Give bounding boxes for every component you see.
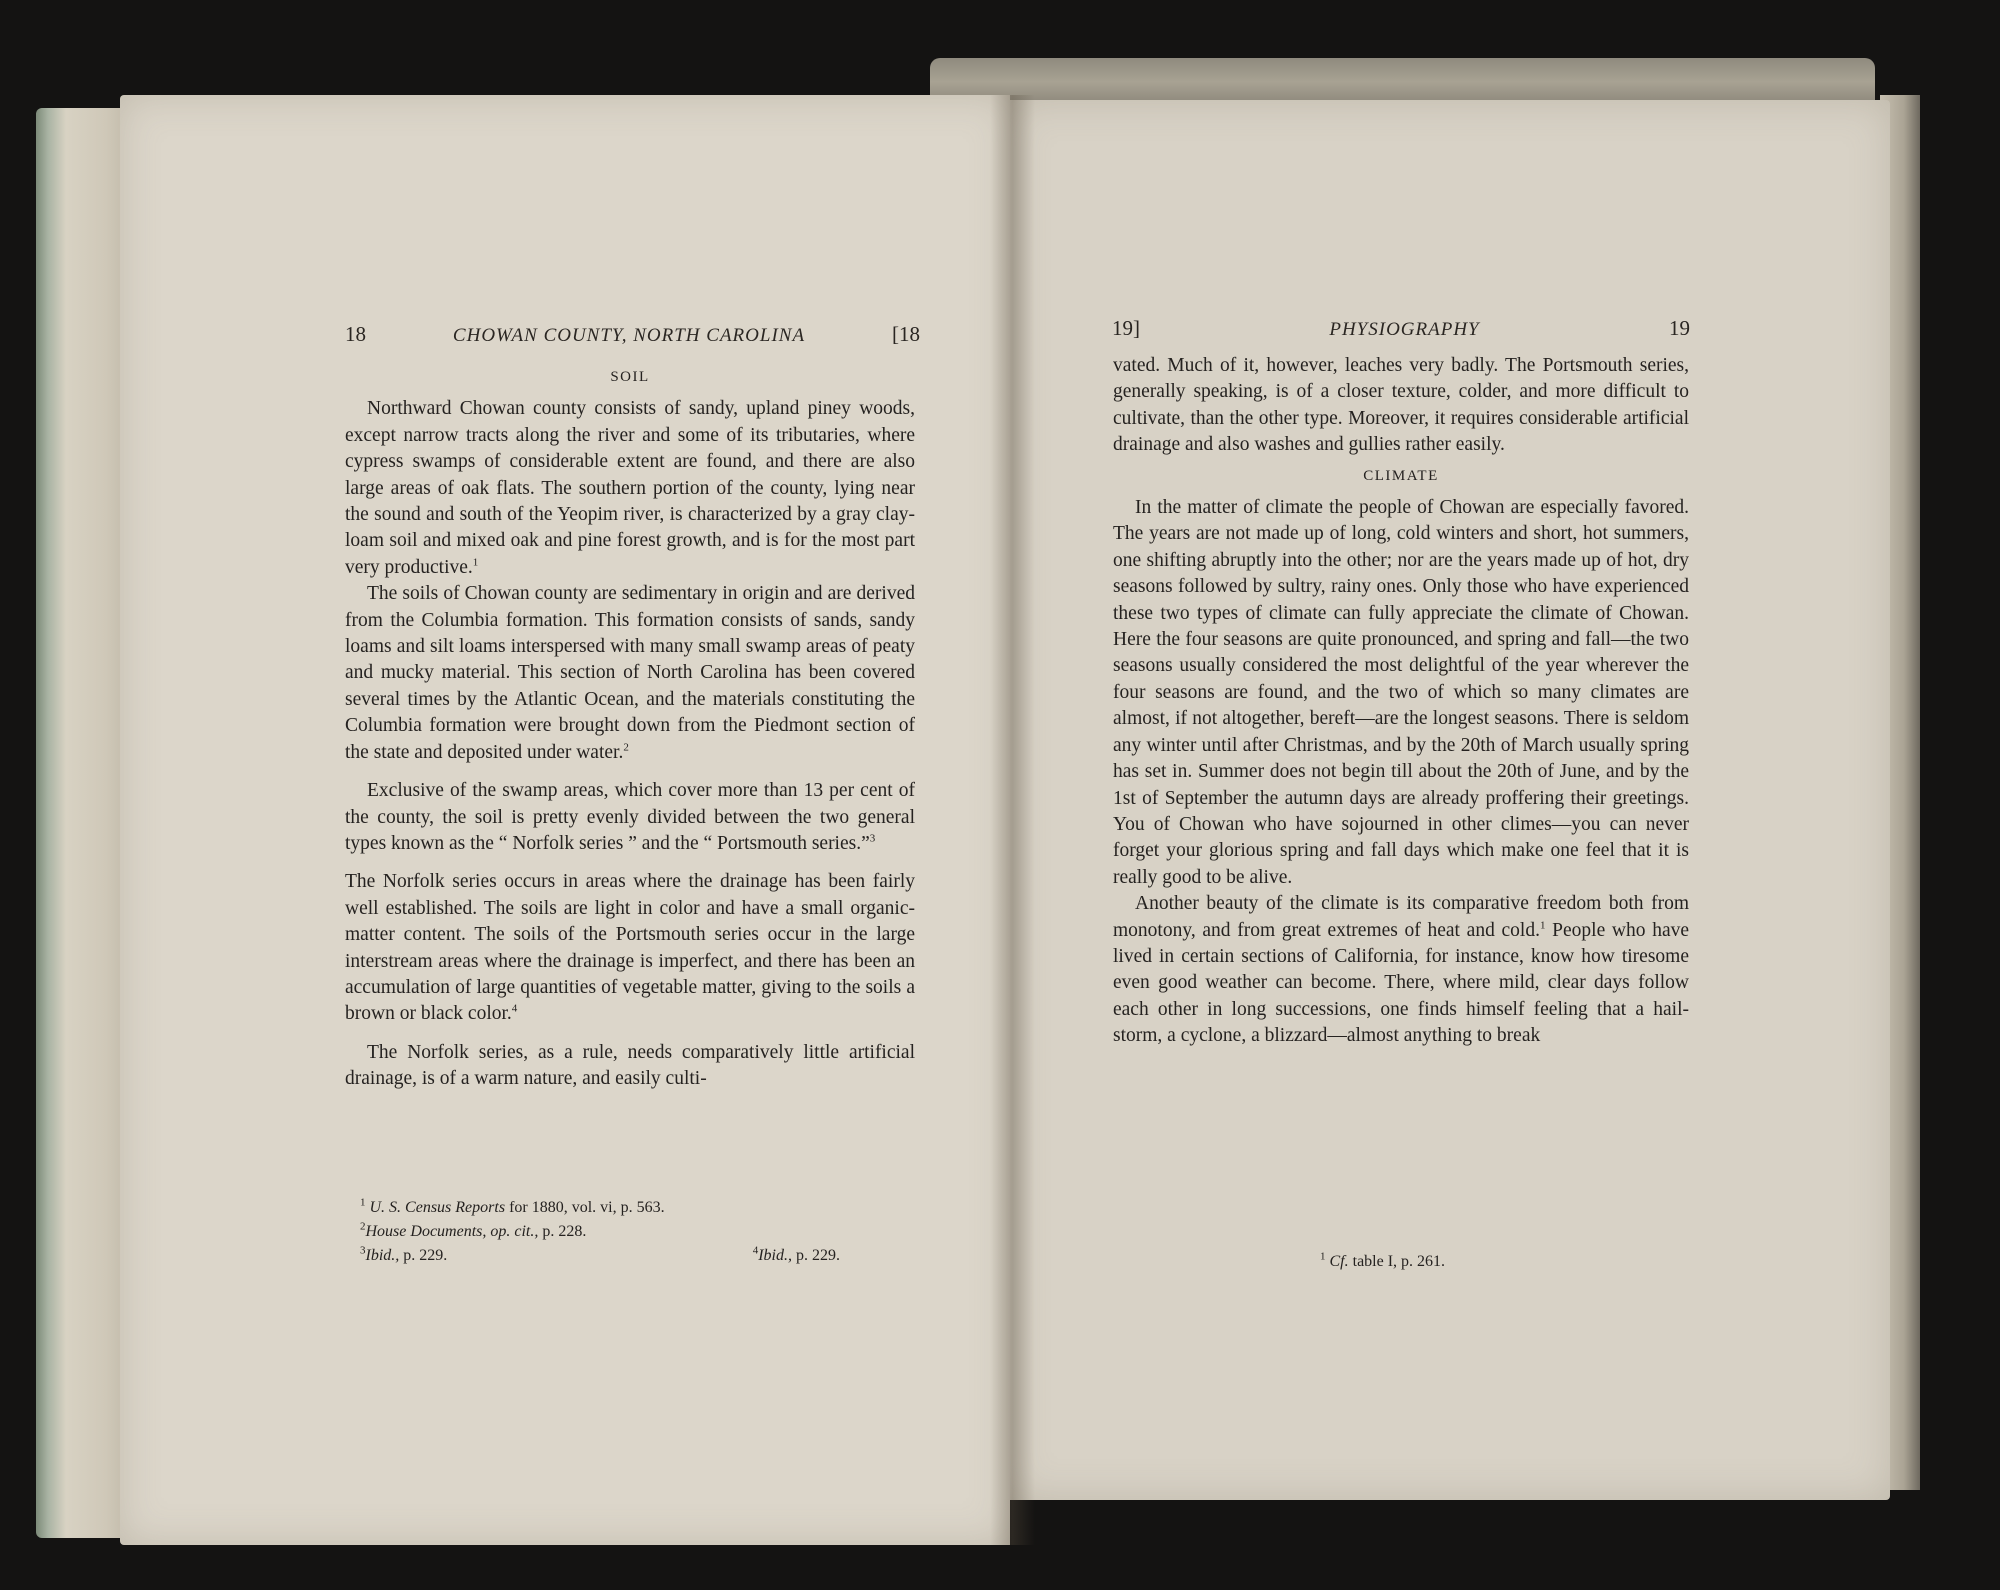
- paragraph: Northward Chowan county consists of sandy, upland piney woods, except narrow tracts along the river and some of its tributaries, where cypress swamps of considerable extent are found, and there are also large areas of oak flats. The southern portion of the county, lying near the sound and south of the Yeopim river, is characterized by a gray clay-loam soil and mixed oak and pine forest growth, and is for the most part very productive.$^1$: [345, 398, 915, 578]
- footnote-row-3-4: [360, 1244, 840, 1268]
- section-heading-soil: SOIL: [610, 369, 650, 385]
- footnote-4: $^4$Ibid., p. 229.: [752, 1244, 840, 1264]
- book-gutter: [990, 95, 1035, 1545]
- right-bracket-number: 19]: [1112, 316, 1140, 340]
- paragraph-continuation: vated. Much of it, however, leaches very badly. The Portsmouth series, generally speaking, is of a closer texture, colder, and more difficult to cultivate, than the other type. Moreover, it requires considerable artificial drainage and also washes and gullies rather easily.: [1113, 355, 1689, 456]
- paragraph: Another beauty of the climate is its comparative freedom both from monotony, and from great extremes of heat and cold.$^1$ People who have lived in certain sections of California, for instance, know how tiresome even good weather can become. There, where mild, clear days follow each other in long successions, one finds himself feeling that a hail-storm, a cyclone, a blizzard—almost anything to break: [1113, 893, 1690, 1047]
- note-mark: 1: [472, 556, 479, 569]
- note-mark: 1: [1539, 919, 1546, 932]
- right-running-title: PHYSIOGRAPHY: [1329, 319, 1480, 340]
- paragraph: The Norfolk series occurs in areas where the drainage has been fairly well established. The soils are light in color and have a small organic-matter content. The soils of the Portsmouth series occur in the large interstream areas where the drainage is imperfect, and there has been an accumulation of large quantities of vegetable matter, giving to the soils a brown or black color.$^4$: [345, 871, 915, 1025]
- right-page-number: 19: [1669, 316, 1690, 340]
- paragraph: The soils of Chowan county are sedimentary in origin and are derived from the Columbia formation. This formation consists of sands, sandy loams and silt loams interspersed with many small swamp areas of peaty and mucky material. This section of North Carolina has been covered several times by the Atlantic Ocean, and the materials constituting the Columbia formation were brought down from the Piedmont section of the state and deposited under water.$^2$: [345, 583, 915, 763]
- left-footnotes: [360, 1196, 840, 1268]
- left-running-title: CHOWAN COUNTY, NORTH CAROLINA: [452, 325, 806, 346]
- note-mark: 4: [511, 1002, 518, 1015]
- note-mark: 2: [623, 741, 629, 754]
- footnote-1: $^1$ Cf. table I, p. 261.: [1320, 1250, 1446, 1270]
- section-heading-climate: CLIMATE: [1363, 467, 1439, 484]
- left-page-number: 18: [345, 322, 366, 346]
- paragraph: Exclusive of the swamp areas, which cover more than 13 per cent of the county, the soil is pretty evenly divided between the two general types known as the “ Norfolk series ” and the “ Portsmouth series.”$^3$: [345, 780, 915, 854]
- paragraph: The Norfolk series, as a rule, needs comparatively little artificial drainage, is of a warm nature, and easily culti-: [345, 1041, 915, 1090]
- note-mark: 3: [869, 832, 876, 845]
- left-running-head: [345, 322, 920, 347]
- left-body-text: [345, 360, 915, 1093]
- left-bracket-number: [18: [891, 322, 920, 346]
- right-footnotes: [1320, 1250, 1620, 1274]
- right-body-text: [1113, 353, 1689, 1050]
- paragraph: In the matter of climate the people of Chowan are especially favored. The years are not made up of long, cold winters and short, hot summers, one shifting abruptly into the other; nor are the years made up of hot, dry seasons followed by sultry, rainy ones. Only those who have experienced these two types of climate can fully appreciate the climate of Chowan. Here the four seasons are quite pronounced, and spring and fall—the two seasons usually considered the most delightful of the year wherever the four seasons are found, and the two of which so many climates are almost, if not altogether, bereft—are the longest seasons. There is seldom any winter until after Christmas, and by the 20th of March usually spring has set in. Summer does not begin till about the 20th of June, and by the 1st of September the autumn days are already proffering their greetings. You of Chowan who have sojourned in other climes—you can never forget your glorious spring and fall days which make one feel that it is really good to be alive.: [1113, 497, 1689, 888]
- right-running-head: [1112, 316, 1690, 341]
- footnote-2: $^2$House Documents, op. cit., p. 228.: [360, 1220, 587, 1240]
- footnote-3: $^3$Ibid., p. 229.: [360, 1244, 448, 1264]
- footnote-1: $^1$ U. S. Census Reports for 1880, vol. vi, p. 563.: [360, 1196, 665, 1216]
